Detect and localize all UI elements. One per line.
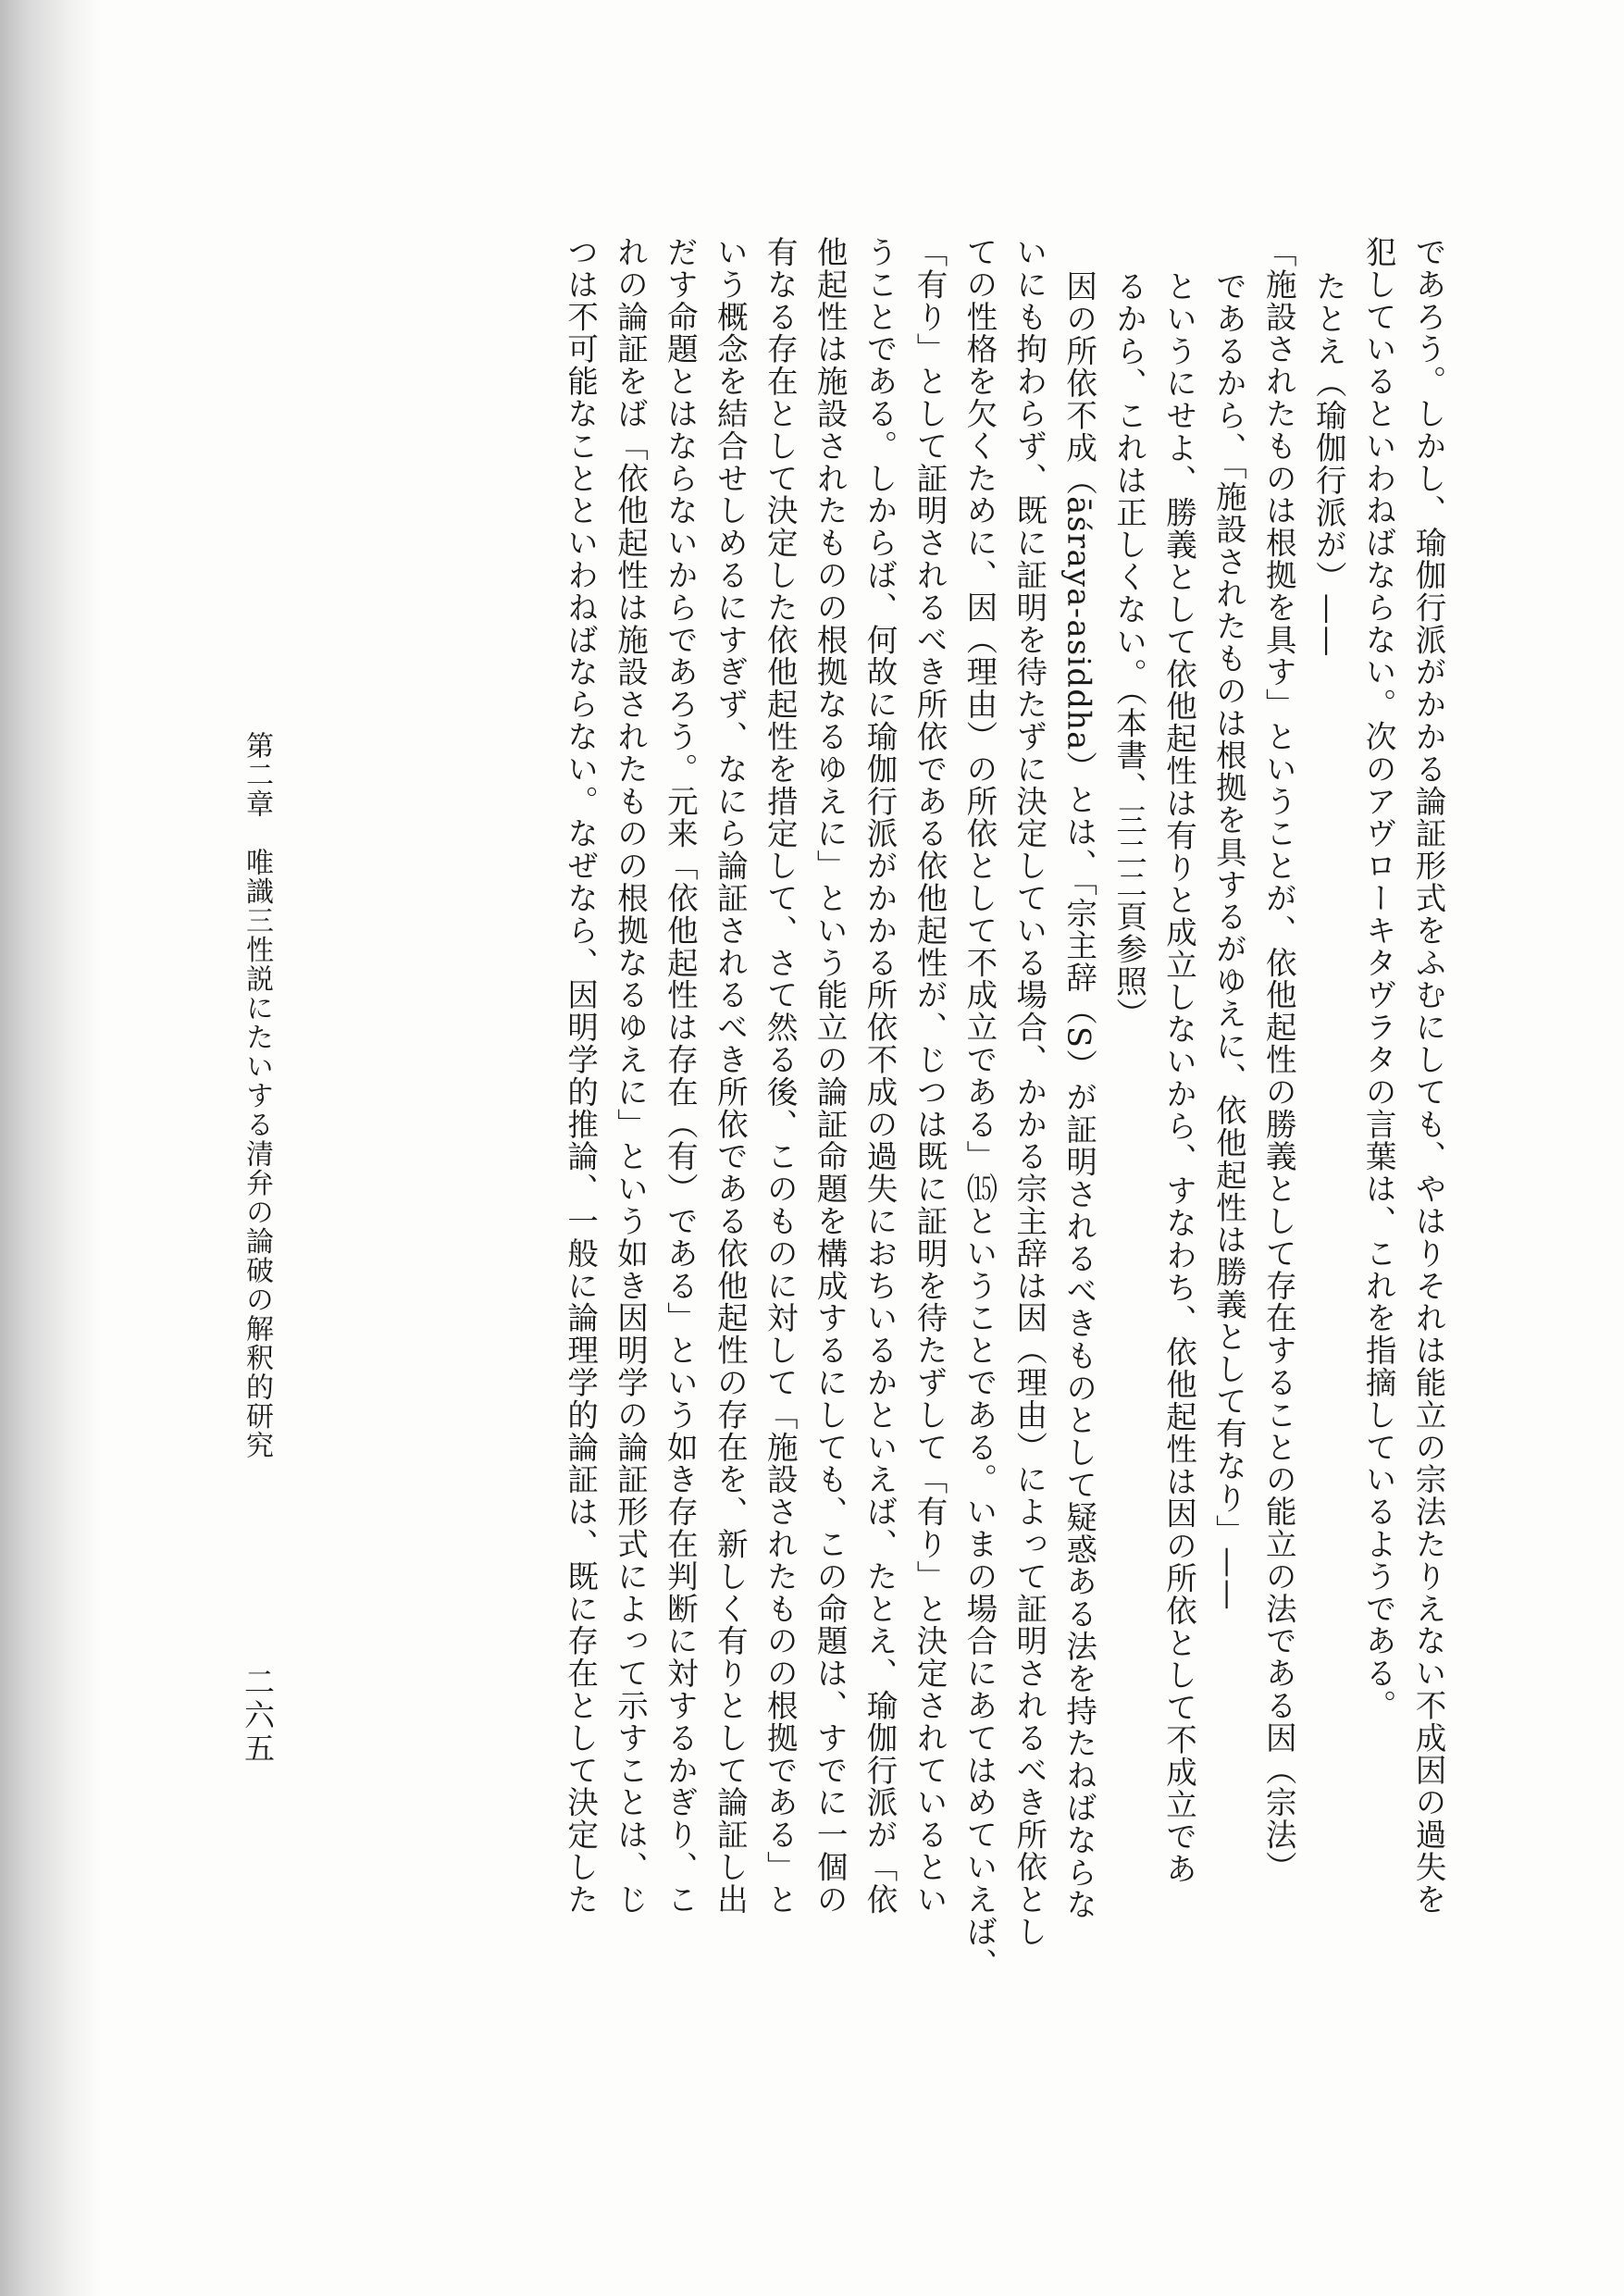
text-line: であろう。しかし、瑜伽行派がかかる論証形式をふむにしても、やはりそれは能立の宗法たりえない不成因の過失を bbox=[1410, 236, 1446, 1916]
text-line: たとえ（瑜伽行派が）—— bbox=[1310, 270, 1347, 658]
text-line: 因の所依不成（āśraya-asiddha）とは、「宗主辞（S）が証明されるべきものとして疑惑ある法を持たねばならな bbox=[1060, 270, 1097, 1921]
text-line: いにも拘わらず、既に証明を待たずに決定している場合、かかる宗主辞は因（理由）によって証明されるべき所依とし bbox=[1010, 236, 1048, 1948]
body-text bbox=[555, 236, 1453, 1980]
text-line: つは不可能なことといわねばならない。なぜなら、因明学的推論、一般に論理学的論証は、既に存在として決定した bbox=[562, 236, 599, 1916]
text-line: いう概念を結合せしめるにすぎず、なにら論証されるべき所依である依他起性の存在を、新しく有りとして論証し出 bbox=[712, 236, 749, 1916]
binding-edge-shadow bbox=[0, 0, 102, 2296]
text-line: というにせよ、勝義として依他起性は有りと成立しないから、すなわち、依他起性は因の所依として不成立であ bbox=[1160, 270, 1197, 1885]
text-line: 「有り」として証明されるべき所依である依他起性が、じつは既に証明を待たずして「有り」と決定されているとい bbox=[911, 236, 948, 1916]
text-line: るから、これは正しくない。（本書、三二二頁参照） bbox=[1110, 270, 1147, 1030]
text-line: であるから、「施設されたものは根拠を具するがゆえに、依他起性は勝義として有なり」—— bbox=[1210, 270, 1247, 1612]
text-line: だす命題とはならないからであろう。元来「依他起性は存在（有）である」という如き存在判断に対するかぎり、こ bbox=[662, 236, 699, 1916]
running-head: 第二章 唯識三性説にたいする清弁の論破の解釈的研究 bbox=[241, 731, 273, 1460]
text-line: 他起性は施設されたものの根拠なるゆえに」という能立の論証命題を構成するにしても、この命題は、すでに一個の bbox=[812, 236, 849, 1916]
text-line: 犯しているといわねばならない。次のアヴローキタヴラタの言葉は、これを指摘しているようである。 bbox=[1360, 236, 1397, 1722]
page-number: 二六五 bbox=[240, 1666, 276, 1766]
text-line: 有なる存在として決定した依他起性を措定して、さて然る後、このものに対して「施設されたものの根拠である」と bbox=[762, 236, 799, 1916]
text-line: 「施設されたものは根拠を具す」ということが、依他起性の勝義として存在することの能立の法である因（宗法） bbox=[1260, 236, 1297, 1883]
text-line: うことである。しからば、何故に瑜伽行派がかかる所依不成の過失におちいるかといえば、たとえ、瑜伽行派が「依 bbox=[862, 236, 899, 1916]
text-line: ての性格を欠くために、因（理由）の所依として不成立である」⒂ということである。いまの場合にあてはめていえば、 bbox=[961, 236, 998, 1980]
text-line: れの論証をば「依他起性は施設されたものの根拠なるゆえに」という如き因明学の論証形式によって示すことは、じ bbox=[612, 236, 649, 1916]
